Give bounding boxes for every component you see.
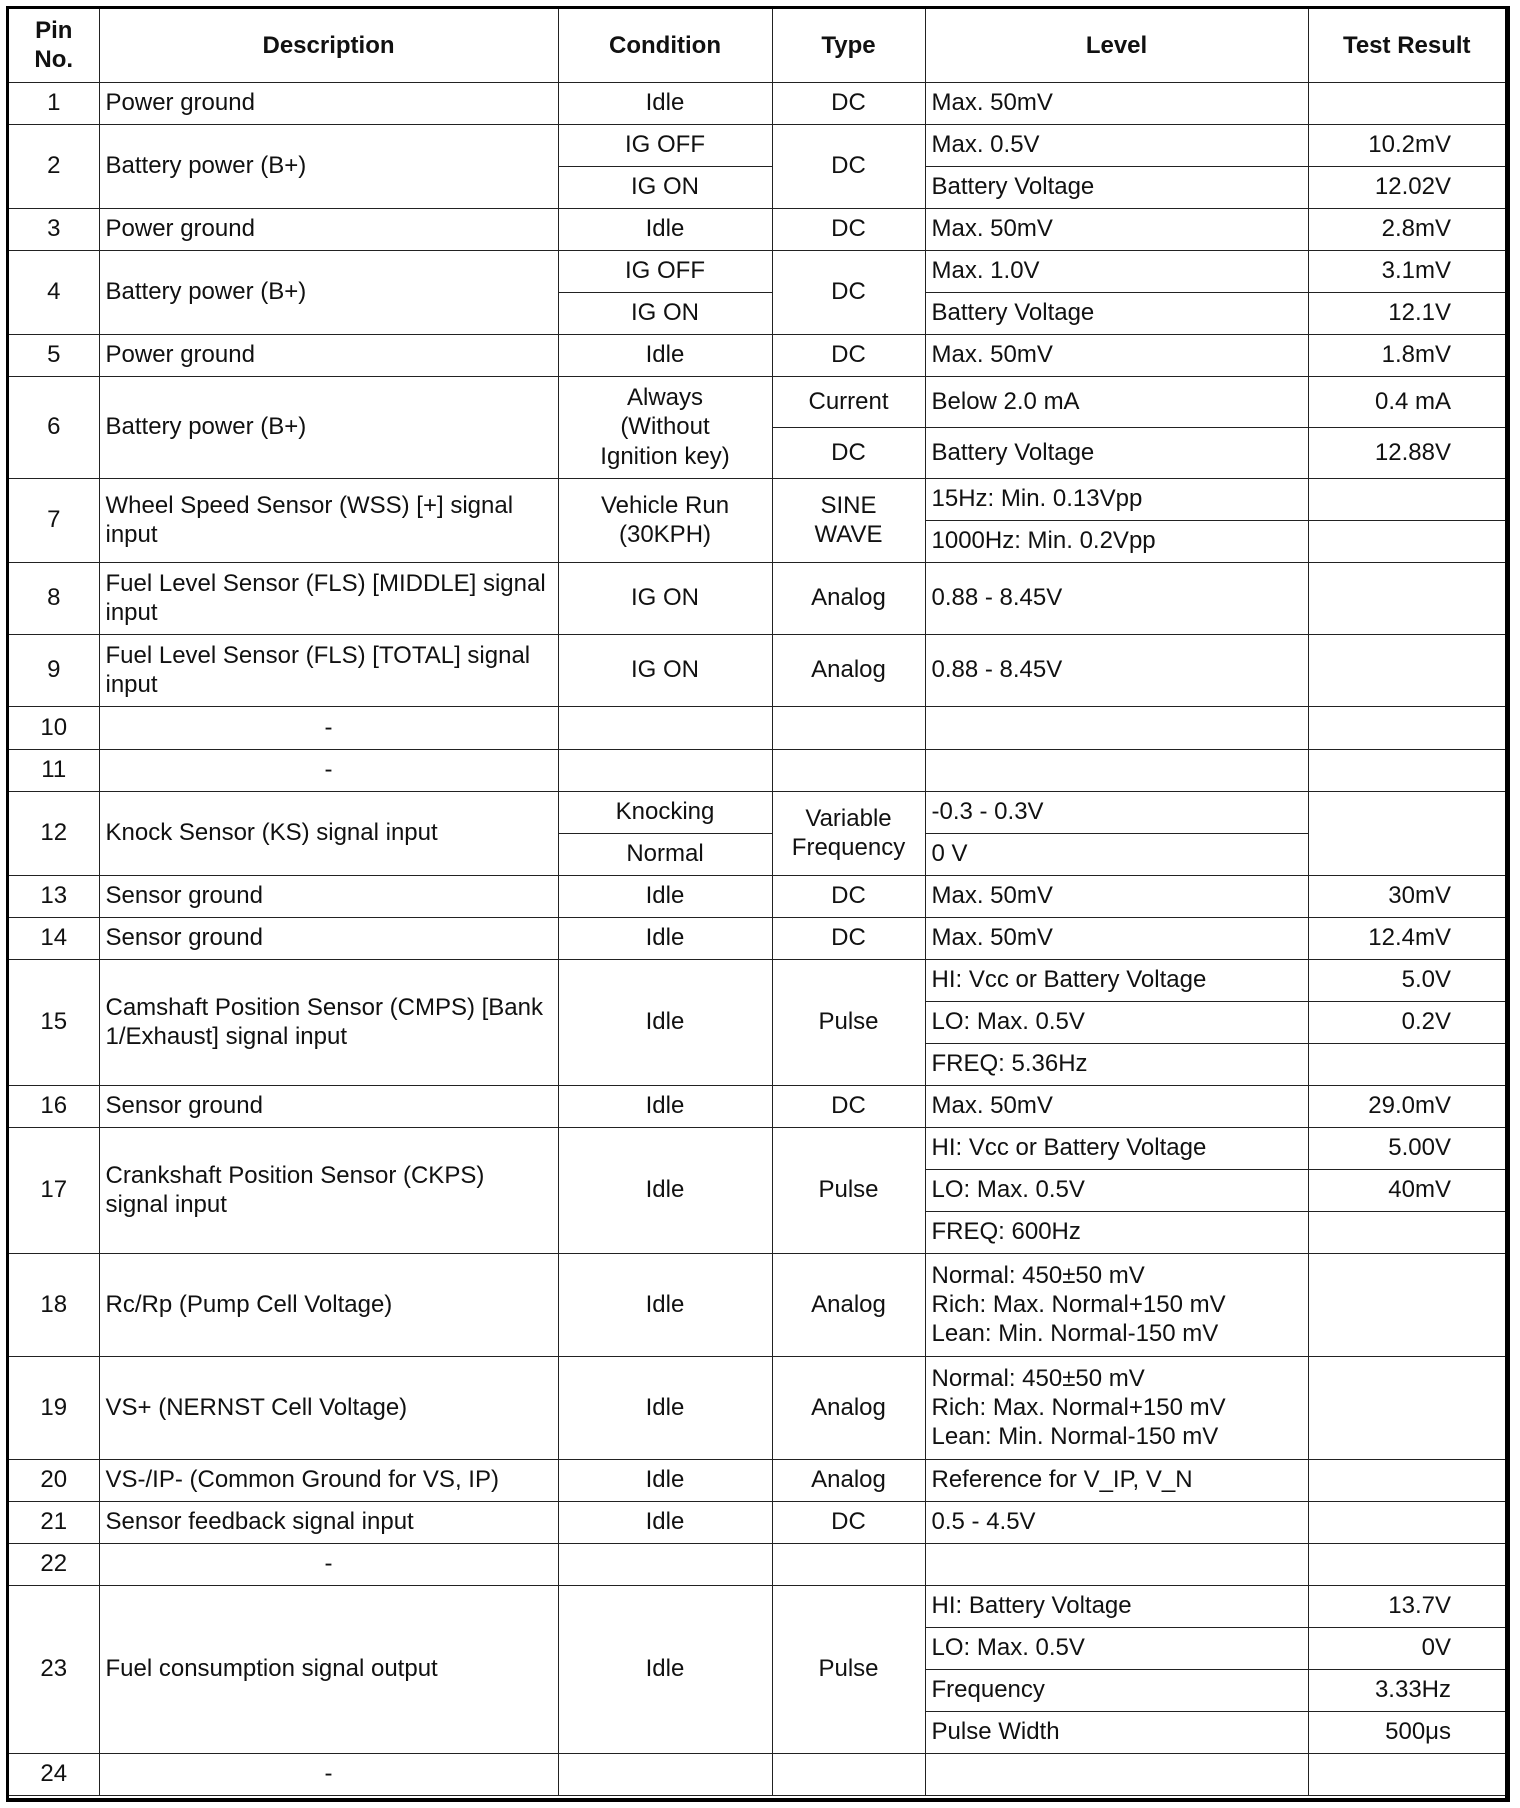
pin-level: Max. 0.5V — [925, 124, 1308, 166]
pin-test-result: 500μs — [1308, 1711, 1505, 1753]
pin-number: 21 — [9, 1501, 99, 1543]
pin-level: 0.5 - 4.5V — [925, 1501, 1308, 1543]
header-pin: Pin No. — [9, 9, 99, 82]
pin-signal-type: DC — [772, 124, 925, 208]
pin-level: FREQ: 5.36Hz — [925, 1043, 1308, 1085]
pin-level — [925, 1753, 1308, 1795]
header-row — [9, 9, 1505, 82]
pin-condition: Idle — [558, 1356, 772, 1459]
table-row — [9, 478, 1505, 520]
pin-level: Normal: 450±50 mV Rich: Max. Normal+150 mV Lean: Min. Normal-150 mV — [925, 1253, 1308, 1356]
pin-condition: IG OFF — [558, 124, 772, 166]
table-row — [9, 1753, 1505, 1795]
pin-condition: Vehicle Run (30KPH) — [558, 478, 772, 562]
pin-test-result: 29.0mV — [1308, 1085, 1505, 1127]
pin-signal-type: SINE WAVE — [772, 478, 925, 562]
pin-test-result — [1308, 1543, 1505, 1585]
pin-test-result: 30mV — [1308, 875, 1505, 917]
pin-test-result — [1308, 706, 1505, 749]
pin-test-result — [1308, 562, 1505, 634]
pin-number: 24 — [9, 1753, 99, 1795]
pin-condition: Idle — [558, 1085, 772, 1127]
pin-level: Battery Voltage — [925, 292, 1308, 334]
table-row — [9, 706, 1505, 749]
pin-level: Normal: 450±50 mV Rich: Max. Normal+150 mV Lean: Min. Normal-150 mV — [925, 1356, 1308, 1459]
table-row — [9, 1585, 1505, 1627]
pin-signal-type: DC — [772, 334, 925, 376]
table-row — [9, 749, 1505, 791]
pin-test-result — [1308, 82, 1505, 124]
pin-number: 3 — [9, 208, 99, 250]
pin-signal-type: DC — [772, 1085, 925, 1127]
header-test-result: Test Result — [1308, 9, 1505, 82]
pin-signal-type: DC — [772, 875, 925, 917]
pin-level: 0 V — [925, 833, 1308, 875]
pin-table-frame — [6, 6, 1510, 1802]
pin-condition: IG ON — [558, 292, 772, 334]
pin-number: 18 — [9, 1253, 99, 1356]
pin-description: Sensor feedback signal input — [99, 1501, 558, 1543]
pin-description: Battery power (B+) — [99, 124, 558, 208]
pin-signal-type — [772, 1753, 925, 1795]
table-row — [9, 1356, 1505, 1459]
pin-test-result — [1308, 1356, 1505, 1459]
table-row — [9, 82, 1505, 124]
pin-level: Max. 50mV — [925, 917, 1308, 959]
pin-description: Fuel Level Sensor (FLS) [TOTAL] signal input — [99, 634, 558, 706]
pin-level: 0.88 - 8.45V — [925, 634, 1308, 706]
pin-test-result: 1.8mV — [1308, 334, 1505, 376]
pin-description: - — [99, 749, 558, 791]
table-row — [9, 1253, 1505, 1356]
pin-condition: Idle — [558, 82, 772, 124]
table-row — [9, 376, 1505, 427]
table-row — [9, 959, 1505, 1001]
pin-condition — [558, 749, 772, 791]
pin-description: Battery power (B+) — [99, 376, 558, 478]
pin-level: FREQ: 600Hz — [925, 1211, 1308, 1253]
table-row — [9, 634, 1505, 706]
pin-condition: Idle — [558, 1585, 772, 1753]
pin-test-result — [1308, 1753, 1505, 1795]
pin-level: Battery Voltage — [925, 166, 1308, 208]
pin-test-result: 0.2V — [1308, 1001, 1505, 1043]
pin-number: 19 — [9, 1356, 99, 1459]
pin-description: Fuel Level Sensor (FLS) [MIDDLE] signal input — [99, 562, 558, 634]
pin-test-result — [1308, 1459, 1505, 1501]
pin-level: Max. 50mV — [925, 1085, 1308, 1127]
pin-signal-type — [772, 706, 925, 749]
pin-signal-type: Pulse — [772, 1585, 925, 1753]
pin-description: Power ground — [99, 334, 558, 376]
pin-signal-type: DC — [772, 82, 925, 124]
pin-condition — [558, 706, 772, 749]
pin-signal-type: Analog — [772, 1253, 925, 1356]
pin-description: Knock Sensor (KS) signal input — [99, 791, 558, 875]
pin-test-result: 3.1mV — [1308, 250, 1505, 292]
pin-test-result: 3.33Hz — [1308, 1669, 1505, 1711]
table-row — [9, 1127, 1505, 1169]
pin-condition: IG ON — [558, 166, 772, 208]
pin-description: Battery power (B+) — [99, 250, 558, 334]
pin-test-result: 10.2mV — [1308, 124, 1505, 166]
pin-description: Camshaft Position Sensor (CMPS) [Bank 1/Exhaust] signal input — [99, 959, 558, 1085]
pin-signal-type: Current — [772, 376, 925, 427]
table-row — [9, 1085, 1505, 1127]
pin-test-result: 12.1V — [1308, 292, 1505, 334]
pin-level: Reference for V_IP, V_N — [925, 1459, 1308, 1501]
pin-number: 9 — [9, 634, 99, 706]
pin-test-result: 12.4mV — [1308, 917, 1505, 959]
pin-condition: Idle — [558, 917, 772, 959]
pin-level: LO: Max. 0.5V — [925, 1627, 1308, 1669]
pin-signal-type: Pulse — [772, 1127, 925, 1253]
pin-signal-type: Analog — [772, 1356, 925, 1459]
pin-level — [925, 706, 1308, 749]
pin-number: 11 — [9, 749, 99, 791]
pin-level: Frequency — [925, 1669, 1308, 1711]
pin-description: VS-/IP- (Common Ground for VS, IP) — [99, 1459, 558, 1501]
pin-test-result — [1308, 1253, 1505, 1356]
pin-level — [925, 749, 1308, 791]
pin-number: 23 — [9, 1585, 99, 1753]
table-row — [9, 208, 1505, 250]
pin-test-result: 5.0V — [1308, 959, 1505, 1001]
pin-description: Power ground — [99, 82, 558, 124]
pin-signal-type: Analog — [772, 634, 925, 706]
pin-number: 7 — [9, 478, 99, 562]
pin-level: Battery Voltage — [925, 427, 1308, 478]
pin-number: 16 — [9, 1085, 99, 1127]
pin-test-result — [1308, 749, 1505, 791]
pin-number: 8 — [9, 562, 99, 634]
pin-description: VS+ (NERNST Cell Voltage) — [99, 1356, 558, 1459]
table-row — [9, 334, 1505, 376]
pin-level: 15Hz: Min. 0.13Vpp — [925, 478, 1308, 520]
pin-description: Power ground — [99, 208, 558, 250]
table-row — [9, 1543, 1505, 1585]
pin-condition: Idle — [558, 208, 772, 250]
pin-description: Wheel Speed Sensor (WSS) [+] signal input — [99, 478, 558, 562]
pin-number: 1 — [9, 82, 99, 124]
pin-level: Pulse Width — [925, 1711, 1308, 1753]
table-row — [9, 875, 1505, 917]
table-row — [9, 791, 1505, 833]
pin-level: Max. 50mV — [925, 334, 1308, 376]
pin-number: 22 — [9, 1543, 99, 1585]
header-condition: Condition — [558, 9, 772, 82]
pin-test-result: 40mV — [1308, 1169, 1505, 1211]
pin-test-result — [1308, 1211, 1505, 1253]
pin-condition: Normal — [558, 833, 772, 875]
pin-test-result — [1308, 634, 1505, 706]
header-type: Type — [772, 9, 925, 82]
pin-number: 6 — [9, 376, 99, 478]
table-row — [9, 917, 1505, 959]
pin-condition — [558, 1543, 772, 1585]
pin-level: HI: Vcc or Battery Voltage — [925, 1127, 1308, 1169]
pin-test-result: 12.02V — [1308, 166, 1505, 208]
pin-signal-type: DC — [772, 917, 925, 959]
pin-test-result — [1308, 478, 1505, 520]
pin-description: Crankshaft Position Sensor (CKPS) signal input — [99, 1127, 558, 1253]
pin-test-result: 2.8mV — [1308, 208, 1505, 250]
pin-signal-type: Analog — [772, 1459, 925, 1501]
pin-test-result — [1308, 791, 1505, 875]
pin-level: 0.88 - 8.45V — [925, 562, 1308, 634]
pin-number: 2 — [9, 124, 99, 208]
pin-condition: Idle — [558, 334, 772, 376]
pin-number: 20 — [9, 1459, 99, 1501]
pin-signal-type — [772, 749, 925, 791]
pin-number: 14 — [9, 917, 99, 959]
pin-test-result: 13.7V — [1308, 1585, 1505, 1627]
pin-level: Below 2.0 mA — [925, 376, 1308, 427]
pin-table — [9, 9, 1505, 1796]
pin-test-result — [1308, 1043, 1505, 1085]
pin-condition: Always (Without Ignition key) — [558, 376, 772, 478]
pin-level: Max. 1.0V — [925, 250, 1308, 292]
pin-condition: Idle — [558, 1501, 772, 1543]
pin-test-result: 0V — [1308, 1627, 1505, 1669]
pin-signal-type: DC — [772, 208, 925, 250]
pin-signal-type: Analog — [772, 562, 925, 634]
pin-description: Sensor ground — [99, 1085, 558, 1127]
table-row — [9, 250, 1505, 292]
pin-number: 10 — [9, 706, 99, 749]
header-level: Level — [925, 9, 1308, 82]
pin-test-result: 5.00V — [1308, 1127, 1505, 1169]
header-description: Description — [99, 9, 558, 82]
pin-condition: Idle — [558, 1253, 772, 1356]
pin-level: HI: Vcc or Battery Voltage — [925, 959, 1308, 1001]
pin-description: Fuel consumption signal output — [99, 1585, 558, 1753]
pin-description: Sensor ground — [99, 875, 558, 917]
pin-number: 17 — [9, 1127, 99, 1253]
pin-test-result — [1308, 520, 1505, 562]
pin-condition: Idle — [558, 1459, 772, 1501]
pin-number: 4 — [9, 250, 99, 334]
pin-level: Max. 50mV — [925, 208, 1308, 250]
pin-signal-type: DC — [772, 250, 925, 334]
pin-signal-type — [772, 1543, 925, 1585]
pin-condition: Knocking — [558, 791, 772, 833]
pin-condition — [558, 1753, 772, 1795]
pin-test-result: 0.4 mA — [1308, 376, 1505, 427]
pin-number: 12 — [9, 791, 99, 875]
pin-level: 1000Hz: Min. 0.2Vpp — [925, 520, 1308, 562]
pin-description: - — [99, 1753, 558, 1795]
pin-level: -0.3 - 0.3V — [925, 791, 1308, 833]
pin-level — [925, 1543, 1308, 1585]
pin-number: 5 — [9, 334, 99, 376]
pin-description: Rc/Rp (Pump Cell Voltage) — [99, 1253, 558, 1356]
pin-signal-type: Variable Frequency — [772, 791, 925, 875]
pin-condition: IG OFF — [558, 250, 772, 292]
pin-signal-type: Pulse — [772, 959, 925, 1085]
pin-condition: Idle — [558, 959, 772, 1085]
table-row — [9, 1501, 1505, 1543]
pin-description: - — [99, 1543, 558, 1585]
pin-condition: Idle — [558, 875, 772, 917]
pin-number: 13 — [9, 875, 99, 917]
pin-condition: IG ON — [558, 562, 772, 634]
pin-signal-type: DC — [772, 427, 925, 478]
pin-condition: IG ON — [558, 634, 772, 706]
pin-description: Sensor ground — [99, 917, 558, 959]
pin-test-result: 12.88V — [1308, 427, 1505, 478]
pin-test-result — [1308, 1501, 1505, 1543]
pin-description: - — [99, 706, 558, 749]
pin-condition: Idle — [558, 1127, 772, 1253]
table-row — [9, 562, 1505, 634]
pin-signal-type: DC — [772, 1501, 925, 1543]
pin-level: LO: Max. 0.5V — [925, 1169, 1308, 1211]
pin-level: Max. 50mV — [925, 82, 1308, 124]
pin-level: HI: Battery Voltage — [925, 1585, 1308, 1627]
table-row — [9, 1459, 1505, 1501]
pin-number: 15 — [9, 959, 99, 1085]
pin-level: LO: Max. 0.5V — [925, 1001, 1308, 1043]
pin-level: Max. 50mV — [925, 875, 1308, 917]
table-row — [9, 124, 1505, 166]
table-body — [9, 82, 1505, 1795]
